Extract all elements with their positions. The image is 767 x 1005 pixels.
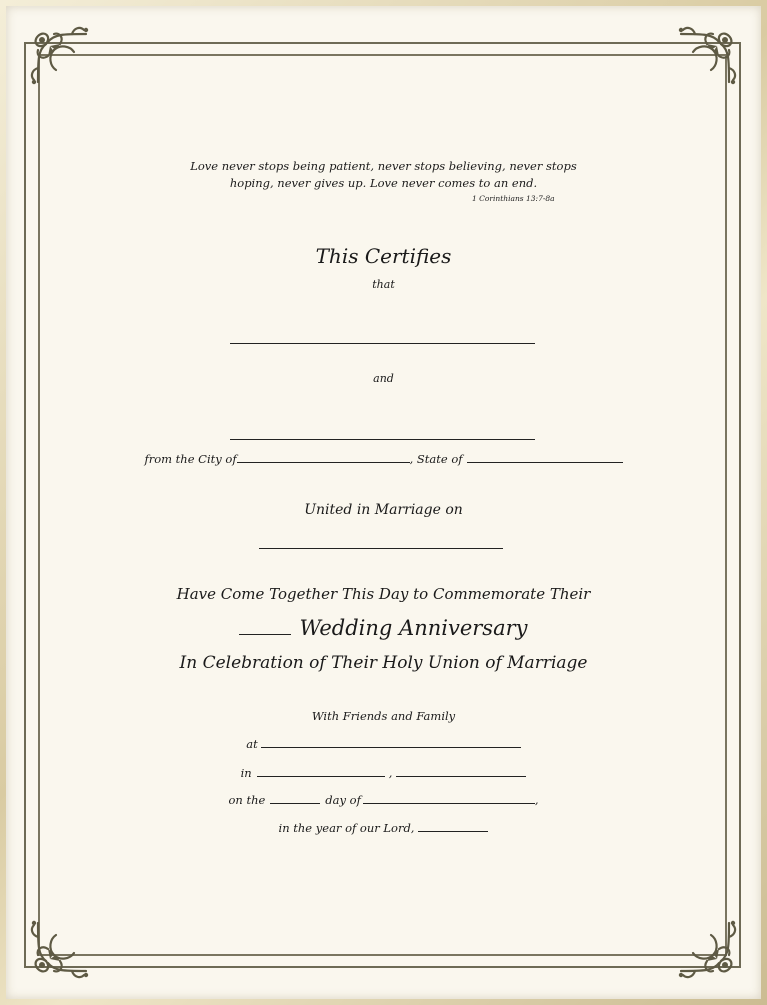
in-row — [6, 766, 761, 780]
state-line[interactable] — [467, 462, 623, 463]
in-city-line[interactable] — [257, 776, 385, 777]
anniversary-number-line[interactable] — [239, 634, 291, 635]
corner-flourish-icon — [669, 20, 743, 94]
anniversary-text: Wedding Anniversary — [299, 616, 528, 640]
celebration-text: In Celebration of Their Holy Union of Marriage — [179, 653, 588, 673]
year-row — [6, 821, 761, 835]
on-the-label: on the — [228, 793, 266, 807]
on-the-row — [6, 793, 761, 807]
united-text: United in Marriage on — [304, 502, 463, 518]
that-text: that — [372, 278, 395, 291]
at-row — [6, 737, 761, 751]
come-together-text: Have Come Together This Day to Commemorate Their — [176, 585, 591, 603]
first-name-line[interactable] — [230, 343, 535, 344]
corner-flourish-icon — [24, 20, 98, 94]
state-label: , State of — [409, 452, 463, 466]
corner-flourish-icon — [24, 911, 98, 985]
city-line[interactable] — [237, 462, 410, 463]
and-text: and — [373, 372, 394, 385]
city-state-row — [6, 452, 761, 466]
year-label: in the year of our Lord, — [278, 821, 415, 835]
location-line[interactable] — [261, 747, 521, 748]
on-the-comma: , — [534, 793, 539, 807]
day-line[interactable] — [270, 803, 320, 804]
anniversary-row — [6, 616, 761, 640]
in-state-line[interactable] — [396, 776, 526, 777]
marriage-date-line[interactable] — [259, 548, 503, 549]
corner-flourish-icon — [669, 911, 743, 985]
day-of-label: day of — [325, 793, 361, 807]
certificate-paper — [6, 6, 761, 999]
verse-reference: 1 Corinthians 13:7-8a — [472, 194, 555, 203]
month-line[interactable] — [363, 803, 535, 804]
second-name-line[interactable] — [230, 439, 535, 440]
certificate-heading: This Certifies — [315, 244, 452, 268]
at-label: at — [246, 737, 258, 751]
friends-text: With Friends and Family — [311, 709, 456, 723]
verse-line-2: hoping, never gives up. Love never comes to an end. — [229, 176, 538, 190]
from-city-label: from the City of — [144, 452, 237, 466]
verse-line-1: Love never stops being patient, never stops believing, never stops — [190, 159, 577, 173]
in-label: in — [240, 766, 252, 780]
year-line[interactable] — [418, 831, 488, 832]
in-comma: , — [388, 766, 393, 780]
